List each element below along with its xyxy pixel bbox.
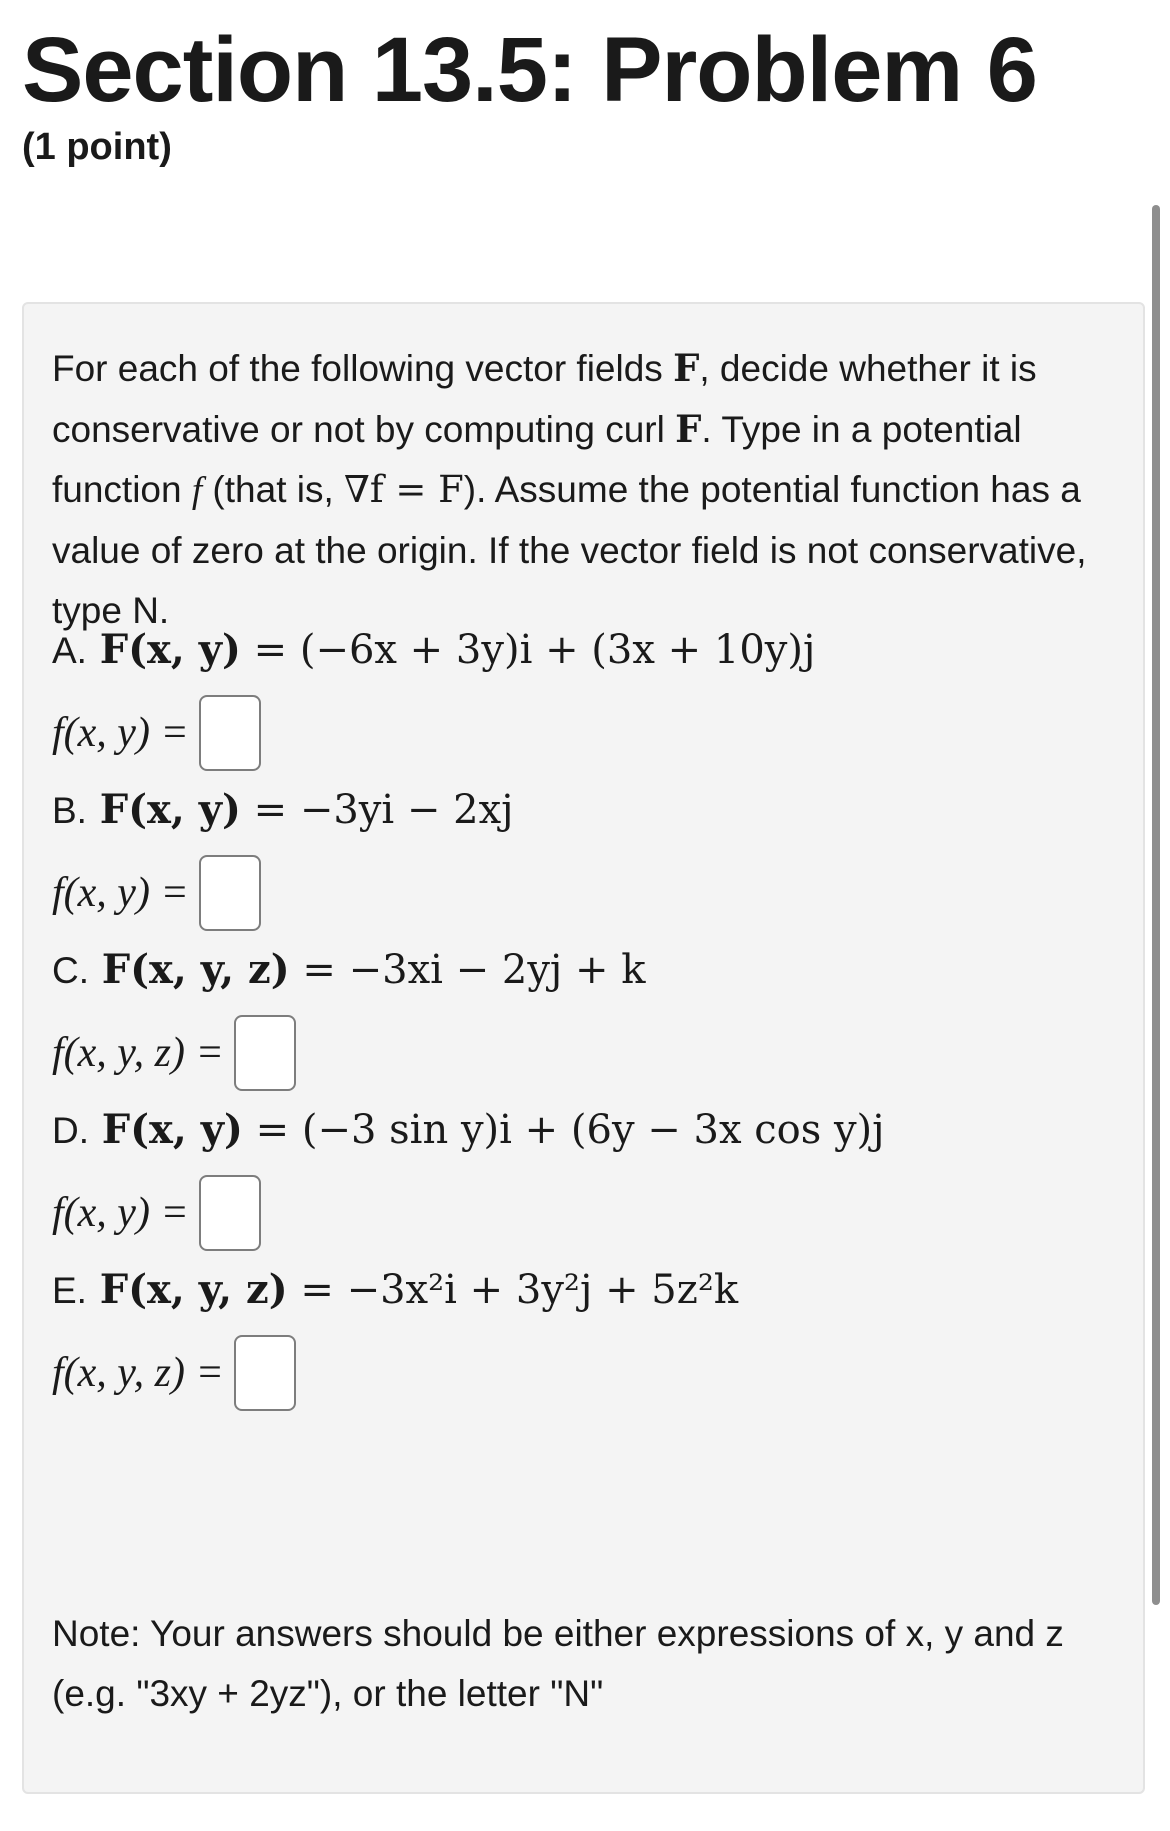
part-d-field xyxy=(52,1102,1122,1159)
part-d-potential-label: f(x, y) = xyxy=(52,1190,189,1236)
intro-potential-f: f xyxy=(191,470,203,511)
page-title: Section 13.5: Problem 6 xyxy=(22,19,1037,121)
part-a-potential-label: f(x, y) = xyxy=(52,710,189,756)
part-e-field-lhs: F(x, y, z) xyxy=(99,1266,288,1313)
part-c-potential-label: f(x, y, z) = xyxy=(52,1030,224,1076)
part-c-answer-row xyxy=(52,1015,1122,1091)
intro-gradient-equation: ∇f = F xyxy=(344,468,464,511)
part-d-answer-input[interactable] xyxy=(199,1175,261,1251)
part-b-answer-row xyxy=(52,855,1122,931)
part-b-field-rhs: = −3yi − 2xj xyxy=(253,787,514,833)
intro-text-5: ). Assume the potential function has a value of zero at the origin. If the vector field is not conservative, type N. xyxy=(52,469,1087,631)
part-e-answer-row xyxy=(52,1335,1122,1411)
part-e-field xyxy=(52,1262,1122,1319)
part-a-field-lhs: F(x, y) xyxy=(99,626,241,673)
part-d-answer-row xyxy=(52,1175,1122,1251)
points-label: (1 point) xyxy=(22,126,172,168)
part-e-answer-input[interactable] xyxy=(234,1335,296,1411)
part-c-field-rhs: = −3xi − 2yj + k xyxy=(302,947,646,993)
part-d xyxy=(52,1102,1122,1251)
part-c xyxy=(52,942,1122,1091)
intro-text-4: (that is, xyxy=(202,469,345,510)
part-c-answer-input[interactable] xyxy=(234,1015,296,1091)
part-b-potential-label: f(x, y) = xyxy=(52,870,189,916)
intro-bold-F-2: F xyxy=(675,407,702,451)
intro-bold-F-1: F xyxy=(673,346,700,390)
part-c-field-lhs: F(x, y, z) xyxy=(101,946,290,993)
part-a xyxy=(52,622,1122,771)
part-c-label: C. xyxy=(52,950,89,991)
part-d-field-lhs: F(x, y) xyxy=(101,1106,243,1153)
part-a-field xyxy=(52,622,1122,679)
intro-text-2: , decide whether it is conservative or not by computing curl xyxy=(52,348,1037,450)
answer-note: Note: Your answers should be either expressions of x, y and z (e.g. "3xy + 2yz"), or the letter "N" xyxy=(52,1613,1064,1714)
intro-text-3: . Type in a potential function xyxy=(52,409,1022,510)
part-c-field xyxy=(52,942,1122,999)
part-e xyxy=(52,1262,1122,1411)
part-e-potential-label: f(x, y, z) = xyxy=(52,1350,224,1396)
problem-intro xyxy=(52,338,1124,641)
part-b-answer-input[interactable] xyxy=(199,855,261,931)
part-b xyxy=(52,782,1122,931)
part-b-label: B. xyxy=(52,790,87,831)
part-a-field-rhs: = (−6x + 3y)i + (3x + 10y)j xyxy=(253,627,816,673)
scrollbar[interactable] xyxy=(1152,205,1160,1605)
part-d-label: D. xyxy=(52,1110,89,1151)
part-a-answer-input[interactable] xyxy=(199,695,261,771)
part-a-label: A. xyxy=(52,630,87,671)
part-d-field-rhs: = (−3 sin y)i + (6y − 3x cos y)j xyxy=(255,1107,885,1153)
part-e-field-rhs: = −3x²i + 3y²j + 5z²k xyxy=(300,1267,739,1313)
problem-box xyxy=(22,302,1145,1794)
part-b-field xyxy=(52,782,1122,839)
part-a-answer-row xyxy=(52,695,1122,771)
intro-text-1: For each of the following vector fields xyxy=(52,348,674,389)
part-e-label: E. xyxy=(52,1270,87,1311)
part-b-field-lhs: F(x, y) xyxy=(99,786,241,833)
